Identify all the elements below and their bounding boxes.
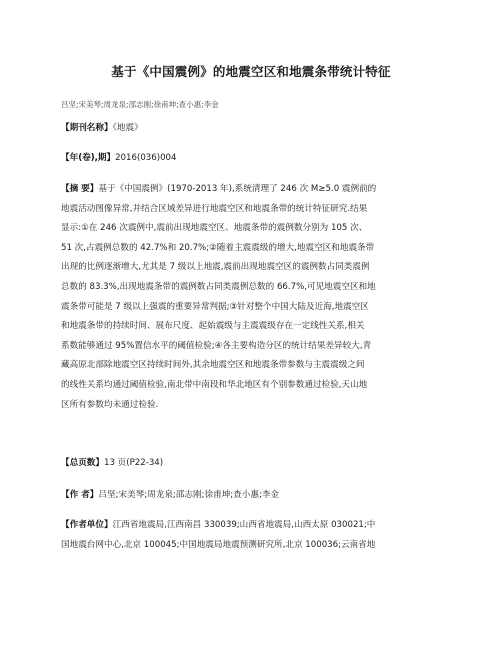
pages-value: 13 页(P22-34) xyxy=(103,458,164,468)
authors-value: 吕坚;宋美琴;周龙泉;邵志刚;徐甫坤;查小惠;李金 xyxy=(98,490,280,500)
affiliation-line: 【作者单位】江西省地震局,江西南昌 330039;山西省地震局,山西太原 030021;中 xyxy=(61,520,376,530)
abstract-line: 显示:①在 246 次震例中,震前出现地震空区、地震条带的震例数分别为 105 次、 xyxy=(61,223,368,234)
abstract-line: 【摘 要】基于《中国震例》(1970-2013 年),系统清理了 246 次 M≥5.0 震例前的 xyxy=(61,184,377,194)
affiliation-field xyxy=(61,516,439,555)
abstract-line: 藏高原北部除地震空区持续时间外,其余地震空区和地震条带参数与主震震级之间 xyxy=(61,360,365,371)
abstract-line: 地震活动图像异常,并结合区域差异进行地震空区和地震条带的统计特征研究.结果 xyxy=(61,203,368,214)
pages-field xyxy=(61,454,439,474)
year-issue-field xyxy=(61,149,439,169)
abstract-line: 震条带可能是 7 级以上强震的重要异常判据;③针对整个中国大陆及近海,地震空区 xyxy=(61,301,369,312)
year-issue-label: 【年(卷),期】 xyxy=(61,153,116,163)
authors-field xyxy=(61,486,439,506)
journal-label: 【期刊名称】 xyxy=(61,123,113,133)
affiliation-line: 国地震台网中心,北京 100045;中国地震局地震预测研究所,北京 100036;云南省地 xyxy=(61,539,376,550)
year-issue-value: 2016(036)004 xyxy=(115,153,177,163)
affiliation-label: 【作者单位】 xyxy=(61,520,113,530)
abstract-line: 51 次,占震例总数的 42.7%和 20.7%;②随着主震震级的增大,地震空区和地震条带 xyxy=(61,242,375,253)
abstract-line: 系数能够通过 95%置信水平的阈值检验;④各主要构造分区的统计结果差异较大,青 xyxy=(61,340,372,351)
journal-value: 《地震》 xyxy=(112,123,143,133)
abstract-line: 的线性关系均通过阈值检验,南北带中南段和华北地区有个别参数通过检验,天山地 xyxy=(61,379,368,390)
pages-label: 【总页数】 xyxy=(61,458,104,468)
author-byline: 吕坚;宋美琴;周龙泉;邵志刚;徐甫坤;查小惠;李金 xyxy=(61,100,219,109)
abstract-label: 【摘 要】 xyxy=(61,184,99,194)
abstract-field xyxy=(61,180,439,415)
page-title: 基于《中国震例》的地震空区和地震条带统计特征 xyxy=(111,64,391,79)
authors-label: 【作 者】 xyxy=(61,490,99,500)
abstract-line: 出现的比例逐渐增大,尤其是 7 级以上地震,震前出现地震空区的震例数占同类震例 xyxy=(61,262,370,273)
abstract-line: 和地震条带的持续时间、展布尺度、起始震级与主震震级存在一定线性关系,相关 xyxy=(61,321,365,332)
journal-field xyxy=(61,119,439,139)
abstract-line: 总数的 83.3%,出现地震条带的震例数占同类震例总数的 66.7%,可见地震空区和地 xyxy=(61,281,376,292)
abstract-line: 区所有参数均未通过检验. xyxy=(61,399,159,410)
